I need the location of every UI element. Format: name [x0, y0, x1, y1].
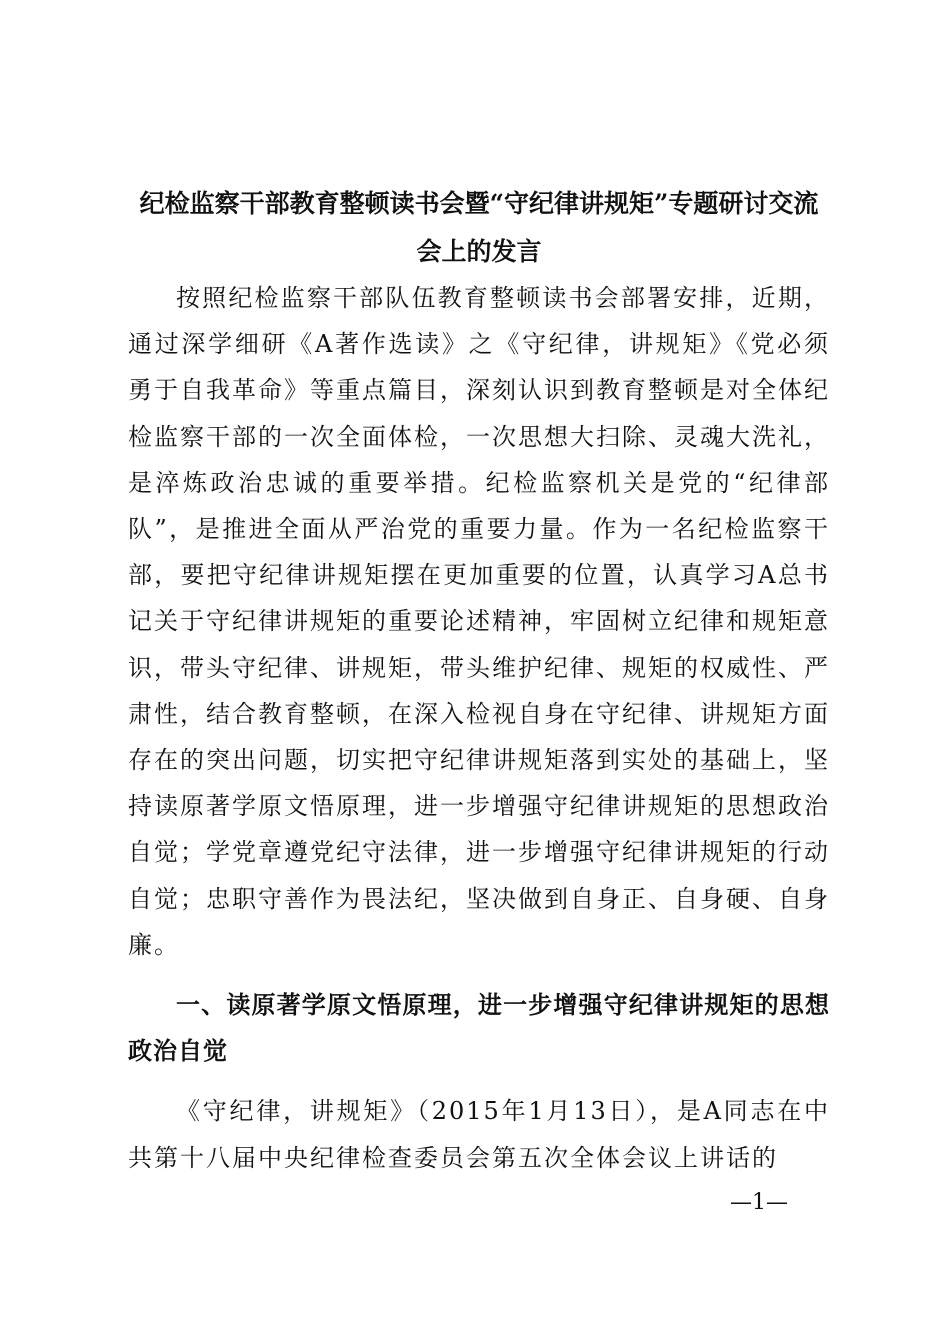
intro-paragraph: 按照纪检监察干部队伍教育整顿读书会部署安排，近期，通过深学细研《A著作选读》之《守纪律，讲规矩》《党必须勇于自我革命》等重点篇目，深刻认识到教育整顿是对全体纪检监察干部的一次全面体检，一次思想大扫除、灵魂大洗礼，是淬炼政治忠诚的重要举措。纪检监察机关是党的“纪律部队”，是推进全面从严治党的重要力量。作为一名纪检监察干部，要把守纪律讲规矩摆在更加重要的位置，认真学习A总书记关于守纪律讲规矩的重要论述精神，牢固树立纪律和规矩意识，带头守纪律、讲规矩，带头维护纪律、规矩的权威性、严肃性，结合教育整顿，在深入检视自身在守纪律、讲规矩方面存在的突出问题，切实把守纪律讲规矩落到实处的基础上，坚持读原著学原文悟原理，进一步增强守纪律讲规矩的思想政治自觉；学党章遵党纪守法律，进一步增强守纪律讲规矩的行动自觉；忠职守善作为畏法纪，坚决做到自身正、自身硬、自身廉。 — [128, 284, 830, 959]
page-number: —1— — [730, 1190, 788, 1215]
section-heading-1: 一、读原著学原文悟原理，进一步增强守纪律讲规矩的思想政治自觉 — [128, 991, 830, 1066]
section-paragraph-1: 《守纪律，讲规矩》（2015年1月13日），是A同志在中共第十八届中央纪律检查委员会第五次全体会议上讲话的 — [128, 1097, 830, 1172]
document-body — [128, 275, 830, 1181]
document-title: 纪检监察干部教育整顿读书会暨“守纪律讲规矩”专题研讨交流会上的发言 — [139, 189, 819, 266]
